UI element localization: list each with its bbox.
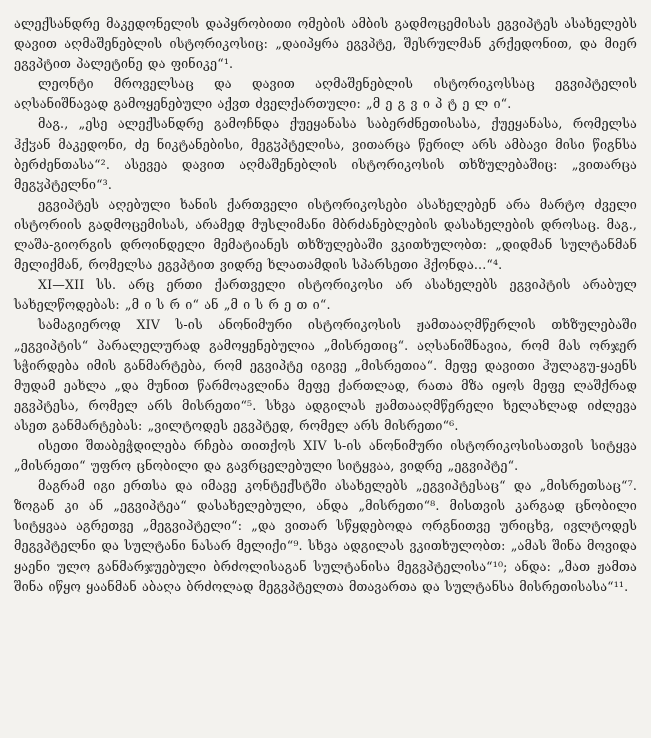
paragraph: XI—XII სს. არც ერთი ქართველი ისტორიკოსი არ ასახელებს ეგვიპტის არაბულ სახელწოდებას: „მ ი ს რ ი“ ან „მ ი ს რ ე თ ი“. (14, 277, 637, 313)
paragraph: მაგრამ იგი ერთსა და იმავე კონტექსტში ასახელებს „ეგვიპტესაც“ და „მისრეთსაც“⁷. ზოგან კი ან „ეგვიპტეა“ დასახელებული, ანდა „მისრეთი“⁸. მისთვის კარგად ცნობილი სიტყვაა აგრეთვე „მეგვიპტელი“: „და ვითარ სწყდებოდა ორგნითვე ურიცხვ, ივლტოდეს მეგვპტელნი და სულტანი ნასარ მელიქი“⁹. სხვა ადგილას ვკითხულობთ: „ამას შინა მოვიდა ყაენი ულო განმარჯუებული ბრძოლისაგან სულტანისა მეგვპტელისა“¹⁰; ანდა: „მათ ჟამთა შინა იწყო ყაანმან აბაღა ბრძოლად მეგვპტელთა მთავართა და სულტანსა მისრეთისასა“¹¹. (14, 478, 637, 594)
paragraph: ალექსანდრე მაკედონელის დაპყრობითი ომების ამბის გადმოცემისას ეგვიპტეს ასახელებს დავით აღმაშენებლის ისტორიკოსიც: „დაიპყრა ეგვპტე, შესრულმან კრქედონით, და მიერ ეგვპტით პალეტინე და ფინიკე“¹. (14, 16, 637, 72)
paragraph: ეგვიპტეს აღებული ხანის ქართველი ისტორიკოსები ასახელებენ არა მარტო ძველი ისტორიის გადმოცემისას, არამედ მუსლიმანი მბრძანებლების დასახელების დროსაც. მაგ., ლაშა-გიორგის დროინდელი მემატიანეს თხზულებაში ვკითხულობთ: „დიდმან სულტანმან მელიქმან, რომელსა ეგვპტით ვიდრე ხლათამდის სპარსეთი ჰქონდა...“⁴. (14, 196, 637, 273)
paragraph: ლეონტი მროველსაც და დავით აღმაშენებლის ისტორიკოსსაც ეგვიპტელის აღსანიშნავად გამოყენებული აქვთ ძველქართული: „მ ე გ ვ ი პ ტ ე ლ ი“. (14, 76, 637, 112)
paragraph: სამაგიეროდ XIV ს-ის ანონიმური ისტორიკოსის ჟამთააღმწერლის თხზულებაში „ეგვიპტის“ პარალელურად გამოყენებულია „მისრეთიც“. აღსანიშნავია, რომ მას ორჯერ სჭირდება იმის განმარტება, რომ ეგვიპტე იგივე „მისრეთია“. მეფე დავითი ჰულაგუ-ყაენს მუდამ ეახლა „და მუნით წარმოავლინა მეფე ქართლად, რათა მზა იყოს მეფე ლაშქრად ეგვპტესა, რომელ არს მისრეთი“⁵. სხვა ადგილას ჟამთააღმწერელი ხელახლად იძლევა ასეთ განმარტებას: „ვილტოდეს ეგვპტედ, რომელ არს მისრეთი“⁶. (14, 317, 637, 433)
paragraph: მაგ., „ესე ალექსანდრე გამოჩნდა ქუეყანასა საბერძნეთისასა, ქუეყანასა, რომელსა ჰქჳან მაკედონი, ძე ნიკტანებისი, მეგჳპტელისა, ვითარცა წერილ არს ამბავი მისი წიგნსა ბერძენთასა“². ასევეა დავით აღმაშენებლის ისტორიკოსის თხზულებაშიც: „ვითარცა მეგჳპტელნი“³. (14, 116, 637, 192)
paragraph: ისეთი შთაბეჭდილება რჩება თითქოს XIV ს-ის ანონიმური ისტორიკოსისათვის სიტყვა „მისრეთი“ უფრო ცნობილი და გავრცელებული სიტყვაა, ვიდრე „ეგვიპტე“. (14, 437, 637, 474)
